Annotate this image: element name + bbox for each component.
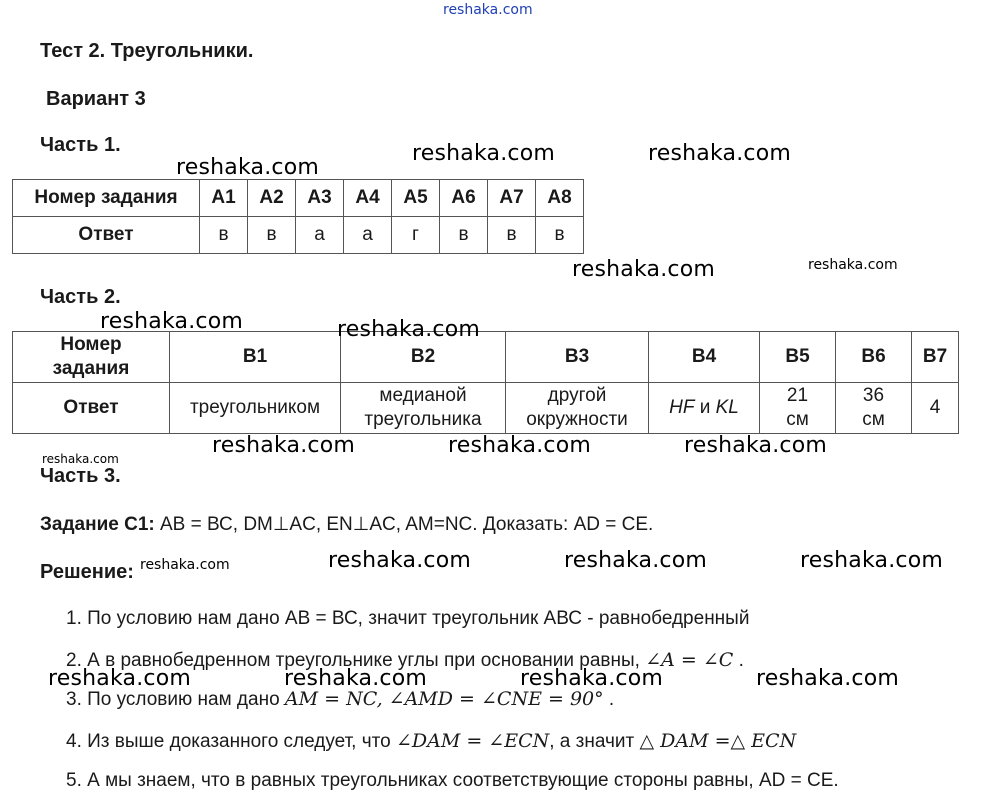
part2-answer-table xyxy=(12,331,959,434)
step-math: ∠A = ∠C xyxy=(645,649,734,671)
watermark: reshaka.com xyxy=(100,309,243,334)
part3-heading: Часть 3. xyxy=(40,465,121,487)
answer-cell xyxy=(170,383,341,434)
task-cell: В6 xyxy=(836,332,912,383)
watermark: reshaka.com xyxy=(176,155,319,180)
answer-line: см xyxy=(786,409,809,430)
watermark: reshaka.com xyxy=(808,257,898,273)
watermark: reshaka.com xyxy=(756,666,899,691)
part2-heading: Часть 2. xyxy=(40,286,121,308)
answer-cell: в xyxy=(440,217,488,254)
task-text: АВ = ВС, DM⊥AC, EN⊥AC, AM=NC. Доказать: AD = CE. xyxy=(160,514,654,535)
answer-cell xyxy=(649,383,760,434)
watermark: reshaka.com xyxy=(284,666,427,691)
page-title: Тест 2. Треугольники. xyxy=(40,40,254,62)
answer-label-cell: Ответ xyxy=(13,383,170,434)
task-cell: В7 xyxy=(912,332,959,383)
answer-cell xyxy=(341,383,506,434)
watermark: reshaka.com xyxy=(448,433,591,458)
conjunction: и xyxy=(699,397,711,418)
step-math: AM = NC, ∠AMD = ∠CNE = 90° xyxy=(284,688,604,710)
site-link[interactable]: reshaka.com xyxy=(443,2,533,18)
watermark: reshaka.com xyxy=(412,141,555,166)
answer-cell: в xyxy=(200,217,248,254)
watermark: reshaka.com xyxy=(48,666,191,691)
part1-heading: Часть 1. xyxy=(40,134,121,156)
header-line: Номер xyxy=(60,334,122,355)
table-header-cell xyxy=(13,332,170,383)
answer-cell: а xyxy=(344,217,392,254)
task-c1 xyxy=(40,513,653,536)
answer-line: другой xyxy=(547,385,607,406)
task-cell: А6 xyxy=(440,180,488,217)
header-line: задания xyxy=(52,358,130,379)
watermark: reshaka.com xyxy=(140,557,230,573)
watermark: reshaka.com xyxy=(572,257,715,282)
answer-label-cell: Ответ xyxy=(13,217,200,254)
answer-cell: а xyxy=(296,217,344,254)
table-row xyxy=(13,180,584,217)
watermark: reshaka.com xyxy=(328,548,471,573)
answer-line: треугольником xyxy=(189,397,321,418)
step-text: 1. По условию нам дано АВ = ВС, значит треугольник АВС - равнобедренный xyxy=(66,608,750,629)
task-cell: А2 xyxy=(248,180,296,217)
answer-cell xyxy=(912,383,959,434)
answer-cell xyxy=(760,383,836,434)
answer-line: 21 xyxy=(786,385,809,406)
task-cell: В3 xyxy=(506,332,649,383)
answer-line: 4 xyxy=(929,397,941,418)
answer-line: 36 xyxy=(862,385,885,406)
step-text: 2. А в равнобедренном треугольнике углы при основании равны, xyxy=(66,650,646,671)
step-tail: . xyxy=(603,689,615,710)
part1-answer-table xyxy=(12,179,584,254)
task-cell: А3 xyxy=(296,180,344,217)
answer-line: треугольника xyxy=(364,409,482,430)
table-row xyxy=(13,332,959,383)
step-text: 4. Из выше доказанного следует, что xyxy=(66,731,396,752)
watermark: reshaka.com xyxy=(337,317,480,342)
step-math: △ DAM =△ ECN xyxy=(639,730,797,752)
table-row xyxy=(13,383,959,434)
watermark: reshaka.com xyxy=(800,548,943,573)
table-header-cell: Номер задания xyxy=(13,180,200,217)
solution-step xyxy=(66,608,749,630)
watermark: reshaka.com xyxy=(564,548,707,573)
task-cell: В1 xyxy=(170,332,341,383)
task-cell: В4 xyxy=(649,332,760,383)
answer-cell: в xyxy=(488,217,536,254)
task-cell: В5 xyxy=(760,332,836,383)
answer-line: см xyxy=(862,409,885,430)
answer-cell: в xyxy=(536,217,584,254)
step-text: 5. А мы знаем, что в равных треугольниках соответствующие стороны равны, AD = CE. xyxy=(66,770,839,791)
task-cell: А4 xyxy=(344,180,392,217)
task-label: Задание С1: xyxy=(40,514,155,535)
step-text: 3. По условию нам дано xyxy=(66,689,285,710)
step-math: ∠DAM = ∠ECN xyxy=(395,730,550,752)
segment-name: KL xyxy=(715,397,739,418)
answer-cell: г xyxy=(392,217,440,254)
segment-name: HF xyxy=(669,397,695,418)
watermark: reshaka.com xyxy=(42,452,119,466)
watermark: reshaka.com xyxy=(212,433,355,458)
answer-line: медианой xyxy=(379,385,467,406)
answer-cell: в xyxy=(248,217,296,254)
watermark: reshaka.com xyxy=(648,141,791,166)
answer-cell xyxy=(836,383,912,434)
watermark: reshaka.com xyxy=(520,666,663,691)
solution-step xyxy=(66,688,614,711)
task-cell: А1 xyxy=(200,180,248,217)
task-cell: А7 xyxy=(488,180,536,217)
table-row xyxy=(13,217,584,254)
solution-step xyxy=(66,730,796,753)
answer-cell xyxy=(506,383,649,434)
answer-line: окружности xyxy=(526,409,628,430)
task-cell: А8 xyxy=(536,180,584,217)
solution-step xyxy=(66,770,839,792)
step-tail: . xyxy=(733,650,744,671)
watermark: reshaka.com xyxy=(684,433,827,458)
task-cell: А5 xyxy=(392,180,440,217)
solution-heading: Решение: xyxy=(40,561,134,583)
step-mid: , а значит xyxy=(549,731,640,752)
task-cell: В2 xyxy=(341,332,506,383)
variant-heading: Вариант 3 xyxy=(46,88,146,110)
